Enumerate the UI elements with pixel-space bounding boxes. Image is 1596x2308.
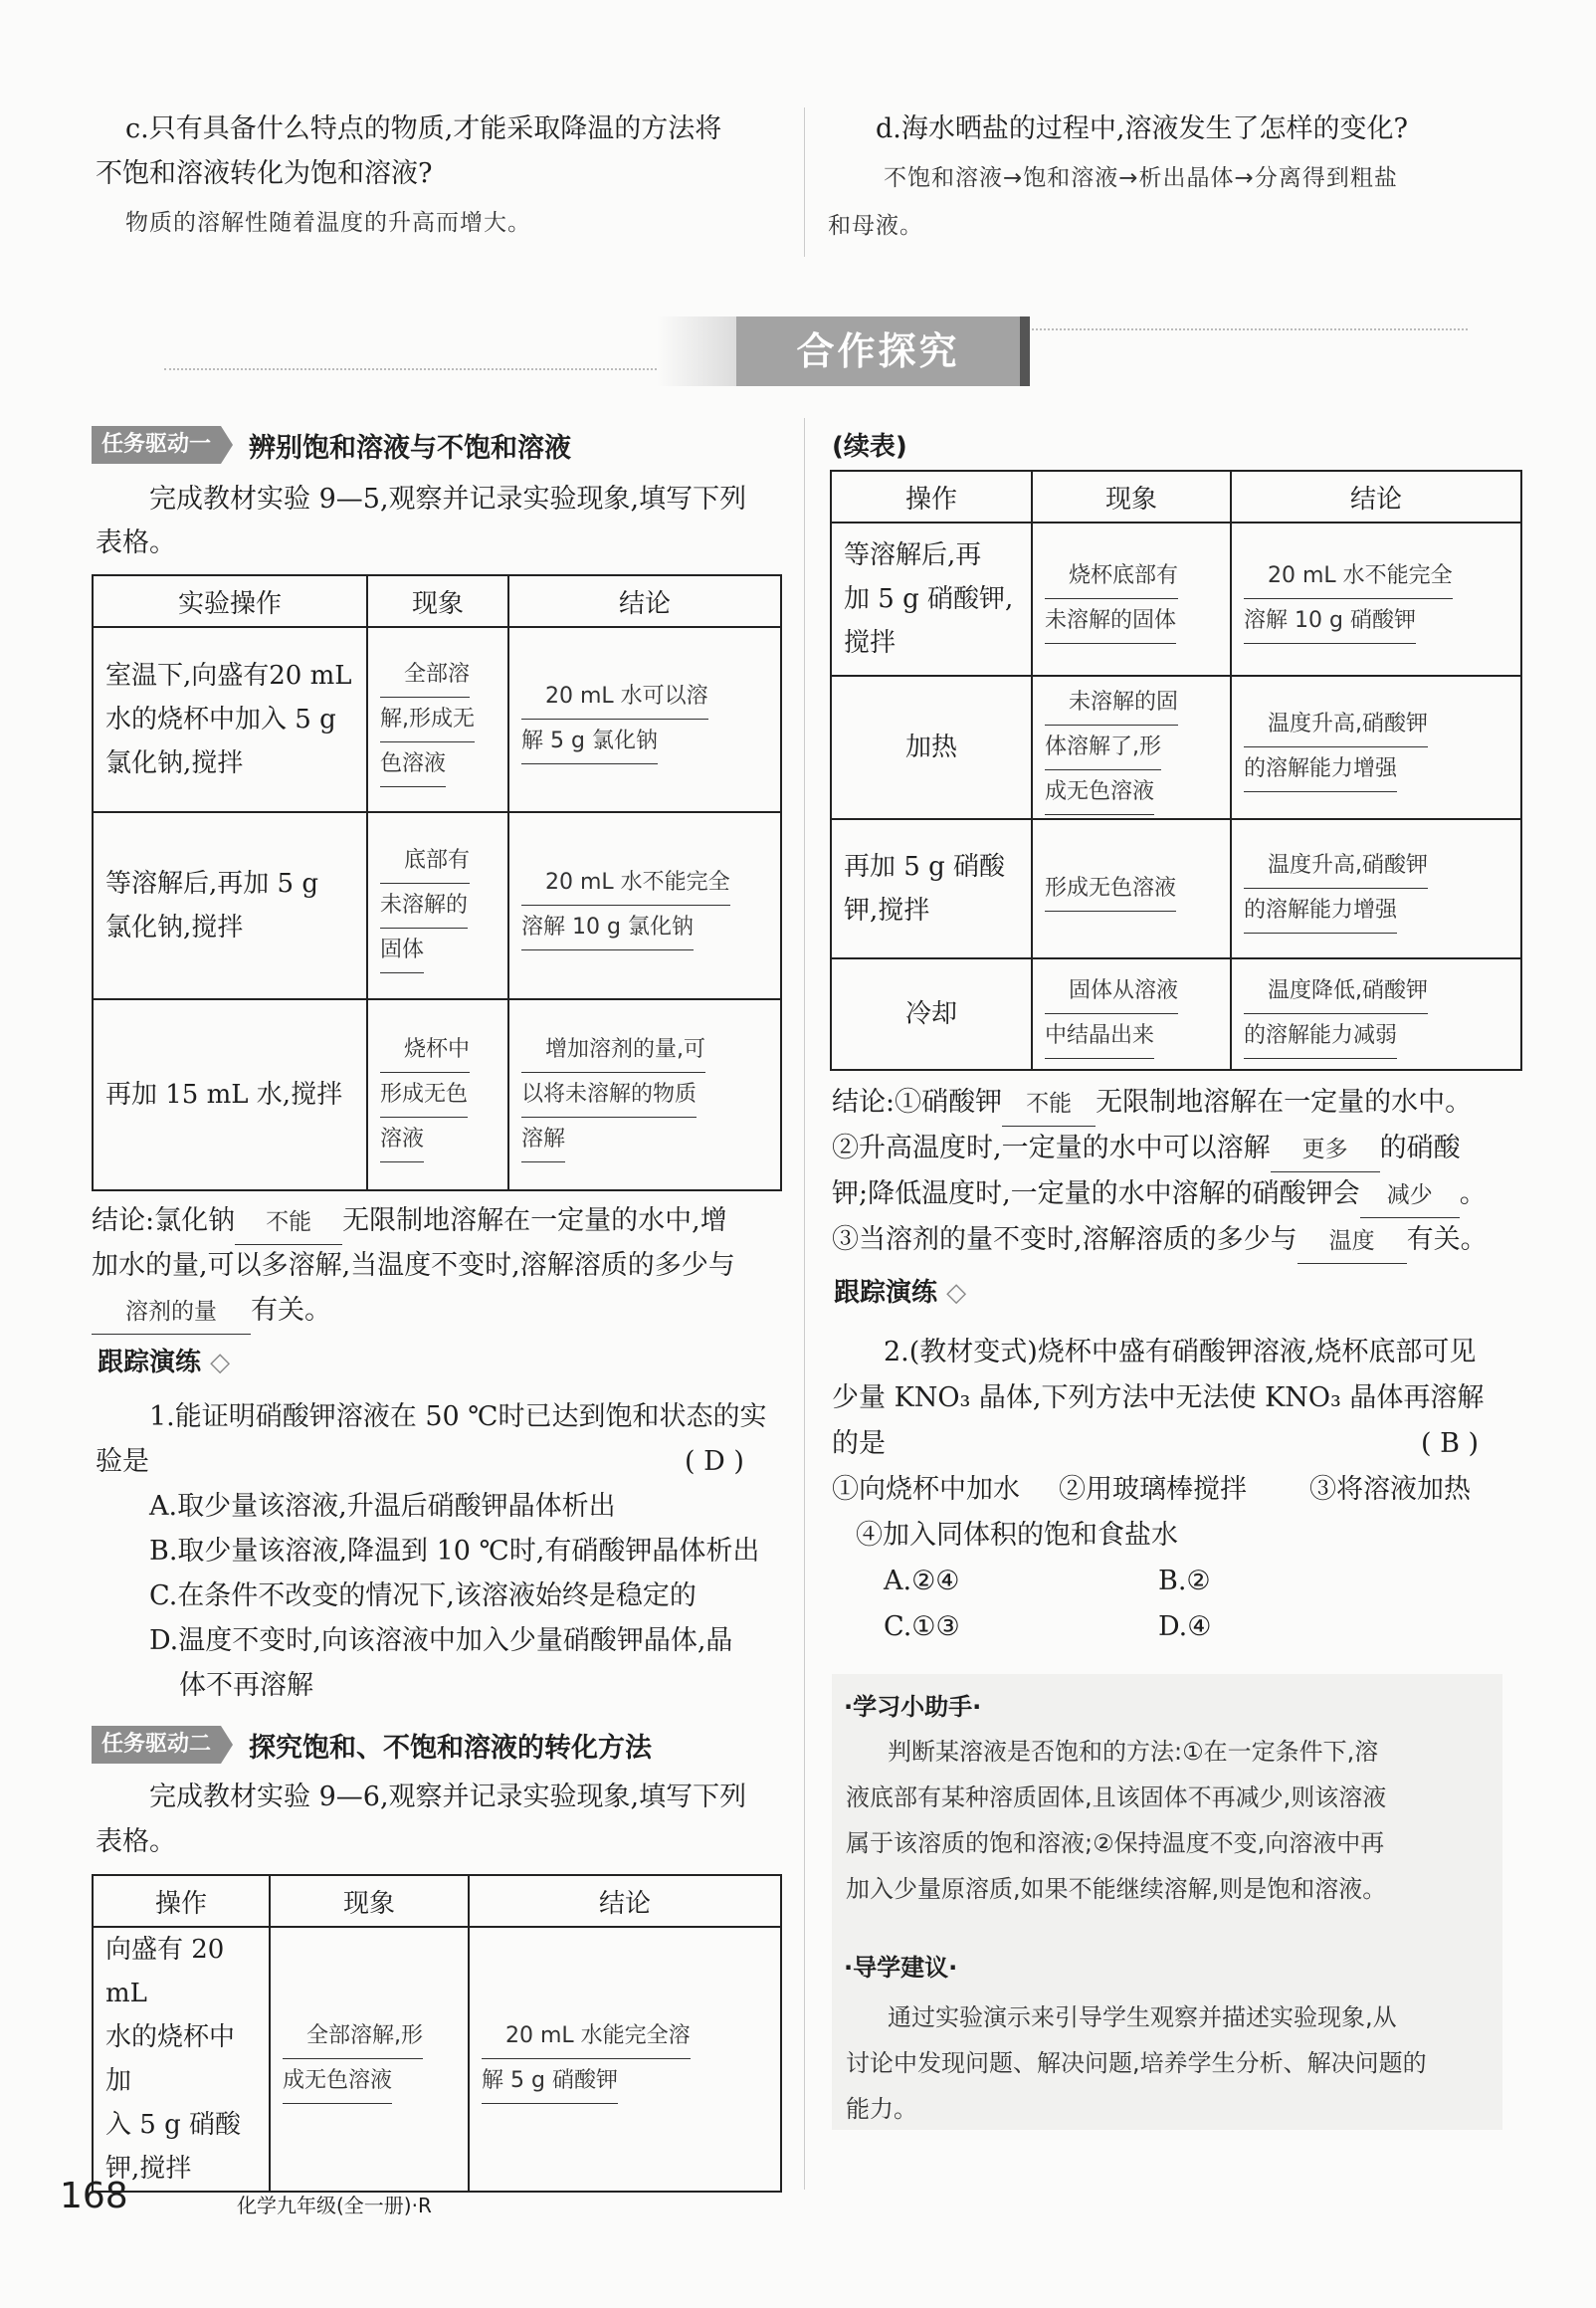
helper-title: ·学习小助手· xyxy=(844,1693,982,1721)
task1-heading xyxy=(92,425,571,465)
conclusion2-line4: ③当溶剂的量不变时,溶解溶质的多少与 温度 有关。 xyxy=(832,1218,1488,1264)
col-header: 现象 xyxy=(1032,471,1231,523)
book-title: 化学九年级(全一册)·R xyxy=(237,2194,432,2217)
practice2-item-4: ④加入同体积的饱和食盐水 xyxy=(856,1520,1178,1551)
task2-table xyxy=(92,1874,782,2193)
practice2-title: 跟踪演练 ◇ xyxy=(834,1278,967,1308)
helper-line: 属于该溶质的饱和溶液;②保持温度不变,向溶液中再 xyxy=(846,1829,1385,1857)
answer-d-line1: 不饱和溶液→饱和溶液→析出晶体→分离得到粗盐 xyxy=(884,165,1398,191)
guide-line: 通过实验演示来引导学生观察并描述实验现象,从 xyxy=(888,2003,1397,2031)
answer-d-line2: 和母液。 xyxy=(828,213,923,239)
practice2-item-2: ②用玻璃棒搅拌 xyxy=(1059,1474,1247,1505)
practice2-question-cont: 少量 KNO₃ 晶体,下列方法中无法使 KNO₃ 晶体再溶解 xyxy=(832,1382,1485,1413)
guide-line: 能力。 xyxy=(846,2095,917,2123)
cont-table-label: (续表) xyxy=(832,432,907,462)
practice2-answer: ( B ) xyxy=(1421,1428,1480,1459)
task1-title: 辨别饱和溶液与不饱和溶液 xyxy=(249,432,572,464)
table-row: 室温下,向盛有20 mL 水的烧杯中加入 5 g 氯化钠,搅拌 全部溶 解,形成无 色溶液 20 mL 水可以溶 解 5 g 氯化钠 xyxy=(93,627,781,812)
table-row: 再加 5 g 硝酸 钾,搅拌 形成无色溶液 温度升高,硝酸钾 的溶解能力增强 xyxy=(831,819,1521,958)
task2-title: 探究饱和、不饱和溶液的转化方法 xyxy=(249,1732,653,1764)
practice1-option-b: B.取少量该溶液,降温到 10 ℃时,有硝酸钾晶体析出 xyxy=(149,1536,760,1567)
practice1-question: 1.能证明硝酸钾溶液在 50 ℃时已达到饱和状态的实 xyxy=(149,1401,767,1432)
practice2-question-end: 的是 xyxy=(832,1428,886,1459)
col-header: 现象 xyxy=(270,1875,469,1927)
col-header: 实验操作 xyxy=(93,575,367,627)
table-row: 等溶解后,再加 5 g 氯化钠,搅拌 底部有 未溶解的 固体 20 mL 水不能完全 溶解 10 g 氯化钠 xyxy=(93,812,781,999)
col-header: 结论 xyxy=(508,575,781,627)
table-row: 加热 未溶解的固 体溶解了,形 成无色溶液 温度升高,硝酸钾 的溶解能力增强 xyxy=(831,676,1521,819)
question-d: d.海水晒盐的过程中,溶液发生了怎样的变化? xyxy=(876,113,1408,144)
task1-intro-cont: 表格。 xyxy=(96,527,176,558)
practice1-title: 跟踪演练 ◇ xyxy=(98,1348,231,1377)
section-title: 合作探究 xyxy=(736,316,1020,386)
page-number: 168 xyxy=(60,2176,128,2216)
practice2-item-1: ①向烧杯中加水 xyxy=(832,1474,1020,1505)
task1-intro: 完成教材实验 9—5,观察并记录实验现象,填写下列 xyxy=(149,484,747,515)
task2-badge: 任务驱动二 xyxy=(92,1726,221,1764)
task1-badge: 任务驱动一 xyxy=(92,426,221,464)
practice2-option-d: D.④ xyxy=(1158,1611,1212,1642)
col-header: 结论 xyxy=(469,1875,781,1927)
question-c-cont: 不饱和溶液转化为饱和溶液? xyxy=(96,158,433,189)
task2-intro: 完成教材实验 9—6,观察并记录实验现象,填写下列 xyxy=(149,1782,747,1812)
practice1-question-cont: 验是 xyxy=(96,1446,149,1477)
helper-line: 加入少量原溶质,如果不能继续溶解,则是饱和溶液。 xyxy=(846,1875,1387,1903)
practice2-option-a: A.②④ xyxy=(884,1566,960,1596)
practice2-option-b: B.② xyxy=(1158,1566,1211,1596)
task1-conclusion-end: 溶剂的量 有关。 xyxy=(92,1289,331,1335)
col-header: 结论 xyxy=(1231,471,1521,523)
practice2-item-3: ③将溶液加热 xyxy=(1309,1474,1471,1505)
practice1-option-a: A.取少量该溶液,升温后硝酸钾晶体析出 xyxy=(149,1491,616,1522)
task1-table xyxy=(92,574,782,1191)
practice2-question: 2.(教材变式)烧杯中盛有硝酸钾溶液,烧杯底部可见 xyxy=(884,1337,1477,1367)
table-row: 向盛有 20 mL 水的烧杯中加 入 5 g 硝酸 钾,搅拌 全部溶解,形 成无色溶液 20 mL 水能完全溶 解 5 g 硝酸钾 xyxy=(93,1927,781,2192)
cont-table xyxy=(830,470,1522,1071)
task1-conclusion: 结论:氯化钠 不能 无限制地溶解在一定量的水中,增 xyxy=(92,1199,788,1245)
practice1-answer: ( D ) xyxy=(685,1446,744,1477)
practice2-option-c: C.①③ xyxy=(884,1611,960,1642)
banner-line-left xyxy=(164,368,736,370)
table-row: 等溶解后,再 加 5 g 硝酸钾, 搅拌 烧杯底部有 未溶解的固体 20 mL 水不能完全 溶解 10 g 硝酸钾 xyxy=(831,523,1521,676)
guide-line: 讨论中发现问题、解决问题,培养学生分析、解决问题的 xyxy=(846,2049,1427,2077)
table-row: 再加 15 mL 水,搅拌 烧杯中 形成无色 溶液 增加溶剂的量,可 以将未溶解的物质 溶解 xyxy=(93,999,781,1190)
helper-line: 液底部有某种溶质固体,且该固体不再减少,则该溶液 xyxy=(846,1783,1387,1811)
task2-heading xyxy=(92,1725,652,1765)
helper-line: 判断某溶液是否饱和的方法:①在一定条件下,溶 xyxy=(888,1738,1379,1766)
answer-c: 物质的溶解性随着温度的升高而增大。 xyxy=(125,210,531,236)
col-header: 操作 xyxy=(93,1875,270,1927)
table-row: 冷却 固体从溶液 中结晶出来 温度降低,硝酸钾 的溶解能力减弱 xyxy=(831,958,1521,1070)
conclusion2-line1: 结论:①硝酸钾 不能 无限制地溶解在一定量的水中。 xyxy=(832,1081,1472,1127)
conclusion2-line3: 钾;降低温度时,一定量的水中溶解的硝酸钾会 减少 。 xyxy=(832,1172,1487,1218)
col-header: 现象 xyxy=(367,575,508,627)
practice1-option-c: C.在条件不改变的情况下,该溶液始终是稳定的 xyxy=(149,1580,697,1611)
question-c: c.只有具备什么特点的物质,才能采取降温的方法将 xyxy=(125,113,722,144)
task1-conclusion-cont: 加水的量,可以多溶解,当温度不变时,溶解溶质的多少与 xyxy=(92,1250,735,1281)
task2-intro-cont: 表格。 xyxy=(96,1826,176,1857)
practice1-option-d-cont: 体不再溶解 xyxy=(179,1670,313,1701)
banner-line-right xyxy=(1025,328,1468,330)
col-header: 操作 xyxy=(831,471,1032,523)
guide-title: ·导学建议· xyxy=(844,1954,958,1982)
practice1-option-d: D.温度不变时,向该溶液中加入少量硝酸钾晶体,晶 xyxy=(149,1625,733,1656)
conclusion2-line2: ②升高温度时,一定量的水中可以溶解 更多 的硝酸 xyxy=(832,1127,1461,1172)
